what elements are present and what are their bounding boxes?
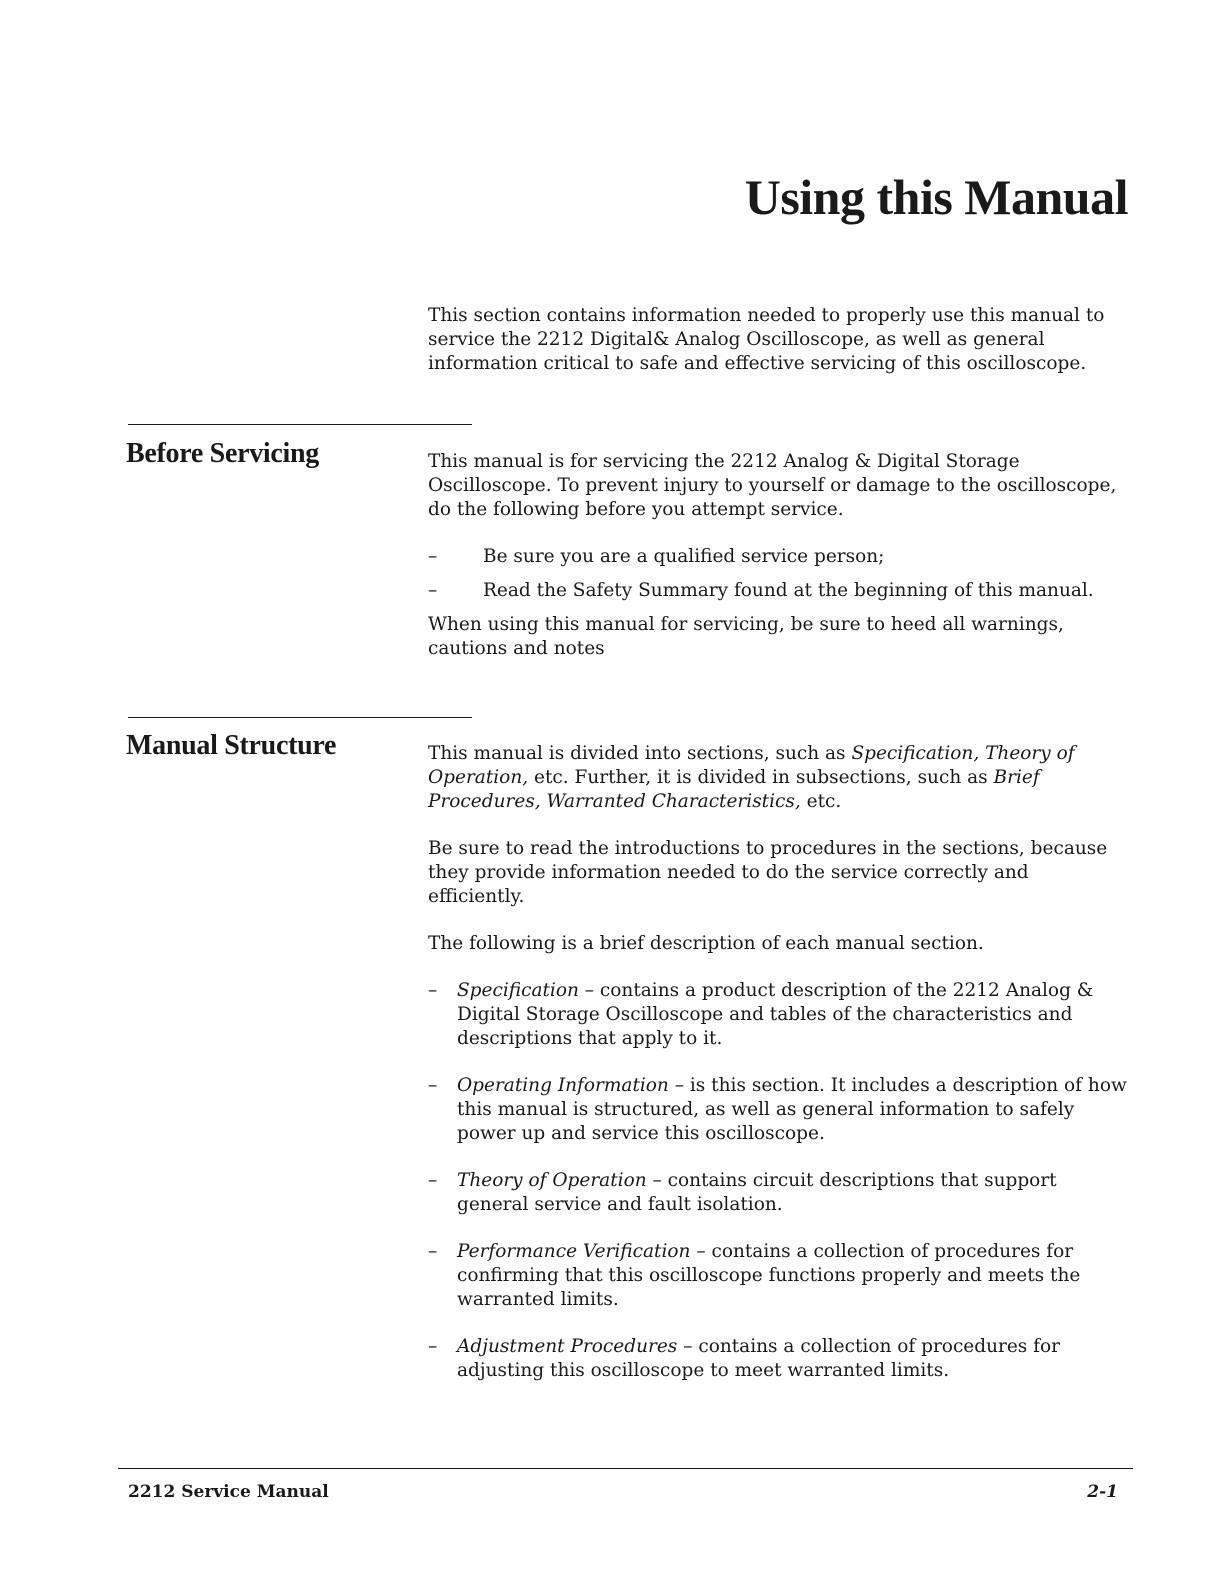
section-desc: contains a collection of procedures for adjusting this oscilloscope to meet warranted limits. <box>457 1336 1060 1381</box>
dash-separator: – <box>674 1075 684 1096</box>
before-servicing-para: This manual is for servicing the 2212 Analog & Digital Storage Oscilloscope. To prevent injury to yourself or damage to the oscilloscope, do the following before you attempt service. <box>428 451 1117 520</box>
dash-separator: – <box>683 1336 693 1357</box>
intro-paragraph <box>428 304 1130 376</box>
list-item-text: Be sure you are a qualified service person; <box>483 546 885 567</box>
footer-manual-title: 2212 Service Manual <box>128 1482 329 1502</box>
text-run: This manual is divided into sections, such as <box>428 743 852 764</box>
manual-structure-para2: Be sure to read the introductions to procedures in the sections, because they provide information needed to do the service correctly and efficiently. <box>428 838 1108 907</box>
prerequisite-list <box>428 545 1130 603</box>
section-name: Theory of Operation <box>457 1170 647 1191</box>
section-name: Operating Information <box>457 1075 669 1096</box>
list-item <box>428 579 1130 603</box>
dash-bullet: – <box>428 580 438 601</box>
manual-structure-para3: The following is a brief description of each manual section. <box>428 933 984 954</box>
page-title: Using this Manual <box>744 169 1128 225</box>
list-item <box>428 545 1130 569</box>
list-item <box>428 1074 1130 1146</box>
before-servicing-section <box>428 450 1130 661</box>
dash-bullet: – <box>428 1075 438 1096</box>
dash-bullet: – <box>428 1170 438 1191</box>
section-name: Specification <box>457 980 579 1001</box>
list-item <box>428 1240 1130 1312</box>
section-description-list <box>428 979 1130 1383</box>
footer-page-number: 2-1 <box>1087 1482 1118 1502</box>
section-desc: contains a product description of the 2212 Analog & Digital Storage Oscilloscope and tables of the characteristics and descriptions that apply to it. <box>457 980 1094 1049</box>
text-run-italic: Specification, Theory of Operation, <box>428 743 1075 788</box>
list-item <box>428 1169 1130 1217</box>
intro-text: This section contains information needed to properly use this manual to service the 2212 Digital& Analog Oscilloscope, as well as general information critical to safe and effective servicing of this oscilloscope. <box>428 305 1105 374</box>
heading-manual-structure: Manual Structure <box>126 730 337 761</box>
list-item-text: Read the Safety Summary found at the beginning of this manual. <box>483 580 1094 601</box>
heading-before-servicing: Before Servicing <box>126 438 319 469</box>
manual-structure-para1 <box>428 742 1130 814</box>
section-divider <box>128 424 472 425</box>
section-desc: is this section. It includes a description of how this manual is structured, as well as general information to safely power up and service this oscilloscope. <box>457 1075 1127 1144</box>
text-run-italic: Brief Procedures, Warranted Characteristics, <box>428 767 1040 812</box>
section-desc: contains circuit descriptions that support general service and fault isolation. <box>457 1170 1057 1215</box>
dash-separator: – <box>696 1241 706 1262</box>
dash-separator: – <box>584 980 595 1001</box>
list-item <box>428 1335 1130 1383</box>
section-name: Performance Verification <box>457 1241 691 1262</box>
dash-bullet: – <box>428 546 438 567</box>
text-run: etc. Further, it is divided in subsections, such as <box>528 767 994 788</box>
footer-divider <box>118 1468 1133 1469</box>
dash-bullet: – <box>428 1241 438 1262</box>
section-name: Adjustment Procedures <box>457 1336 678 1357</box>
section-divider <box>128 717 472 718</box>
dash-separator: – <box>652 1170 662 1191</box>
section-desc: contains a collection of procedures for confirming that this oscilloscope functions properly and meets the warranted limits. <box>457 1241 1081 1310</box>
dash-bullet: – <box>428 1336 438 1357</box>
dash-bullet: – <box>428 980 438 1001</box>
list-item <box>428 979 1130 1051</box>
text-run: etc. <box>800 791 842 812</box>
manual-structure-section <box>428 742 1130 1383</box>
before-servicing-closing: When using this manual for servicing, be sure to heed all warnings, cautions and notes <box>428 614 1064 659</box>
